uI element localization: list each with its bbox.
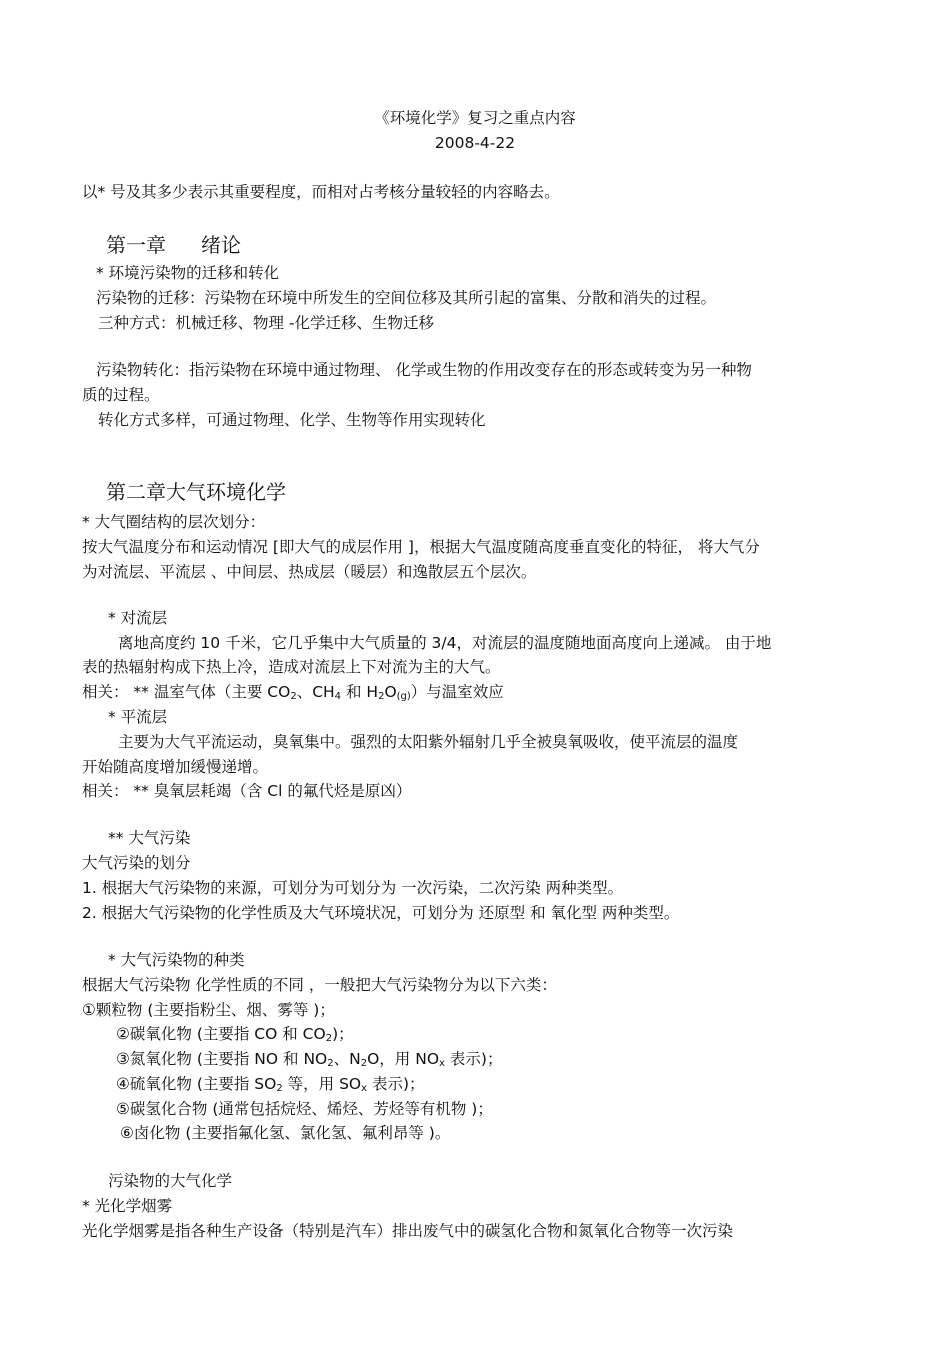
chapter-1-number: 第一章 (106, 233, 166, 257)
ch2-line: 2. 根据大气污染物的化学性质及大气环境状况，可划分为 还原型 和 氧化型 两种类型。 (82, 904, 680, 922)
ch2-line: 污染物的大气化学 (108, 1172, 233, 1190)
intro-note: 以* 号及其多少表示其重要程度，而相对占考核分量较轻的内容略去。 (82, 183, 560, 201)
pollutant-item: ②碳氧化物 (主要指 CO 和 $CO_2$)； (116, 1025, 354, 1044)
ch2-line: 开始随高度增加缓慢递增。 (82, 758, 269, 776)
ch1-line: 污染物转化：指污染物在环境中通过物理、 化学或生物的作用改变存在的形态或转变为另一种物 (96, 361, 752, 379)
ch2-line: * 光化学烟雾 (82, 1197, 173, 1215)
ch2-line: 为对流层、平流层 、中间层、热成层（暖层）和逸散层五个层次。 (82, 563, 537, 581)
ch2-line: * 大气圈结构的层次划分： (82, 513, 266, 531)
pollutant-item: ⑤碳氢化合物 (通常包括烷烃、烯烃、芳烃等有机物 )； (116, 1100, 493, 1118)
pollutant-item: ①颗粒物 (主要指粉尘、烟、雾等 )； (82, 1001, 335, 1019)
ch1-line: 污染物的迁移：污染物在环境中所发生的空间位移及其所引起的富集、分散和消失的过程。 (96, 289, 717, 307)
ch2-line: * 大气污染物的种类 (108, 951, 245, 969)
ch2-line: 光化学烟雾是指各种生产设备（特别是汽车）排出废气中的碳氢化合物和氮氧化合物等一次污染 (82, 1222, 734, 1240)
ch2-line-greenhouse: 相关： ** 温室气体（主要 $CO_2$、$CH_4$ 和 $H_2O_{(g)}$）与温室效应 (82, 683, 504, 702)
document-title: 《环境化学》复习之重点内容 (374, 109, 576, 127)
ch2-line: 根据大气污染物 化学性质的不同 ，一般把大气污染物分为以下六类： (82, 976, 557, 994)
ch1-line: * 环境污染物的迁移和转化 (96, 264, 280, 282)
ch1-line: 三种方式：机械迁移、物理 -化学迁移、生物迁移 (98, 314, 435, 332)
pollutant-item: ③氮氧化物 (主要指 NO 和 $NO_2$、$N_2O$，用 $NO_x$ 表示)； (116, 1050, 503, 1069)
ch2-line: 1. 根据大气污染物的来源，可划分为可划分为 一次污染，二次污染 两种类型。 (82, 879, 624, 897)
ch1-line: 转化方式多样，可通过物理、化学、生物等作用实现转化 (98, 411, 486, 429)
ch2-line: ** 大气污染 (108, 829, 191, 847)
ch2-line: 离地高度约 10 千米，它几乎集中大气质量的 3/4，对流层的温度随地面高度向上递减。 由于地 (118, 634, 772, 652)
pollutant-item: ⑥卤化物 (主要指氟化氢、氯化氢、氟利昂等 )。 (120, 1124, 451, 1142)
ch1-line: 质的过程。 (82, 386, 160, 404)
chapter-1-title: 绪论 (201, 233, 241, 257)
pollutant-item: ④硫氧化物 (主要指 $SO_2$ 等，用 $SO_x$ 表示)； (116, 1075, 425, 1094)
ch2-line: * 平流层 (108, 708, 168, 726)
chapter-2-title: 第二章大气环境化学 (106, 480, 286, 504)
ch2-line: 表的热辐射构成下热上冷，造成对流层上下对流为主的大气。 (82, 658, 501, 676)
ch2-line: 主要为大气平流运动，臭氧集中。强烈的太阳紫外辐射几乎全被臭氧吸收，使平流层的温度 (118, 733, 739, 751)
ch2-line: * 对流层 (108, 609, 168, 627)
ch2-line: 相关： ** 臭氧层耗竭（含 Cl 的氟代烃是原凶） (82, 782, 412, 800)
ch2-line: 按大气温度分布和运动情况 [即大气的成层作用 ]，根据大气温度随高度垂直变化的特征， 将大气分 (82, 538, 760, 556)
ch2-line: 大气污染的划分 (82, 854, 191, 872)
document-date: 2008-4-22 (434, 134, 516, 152)
